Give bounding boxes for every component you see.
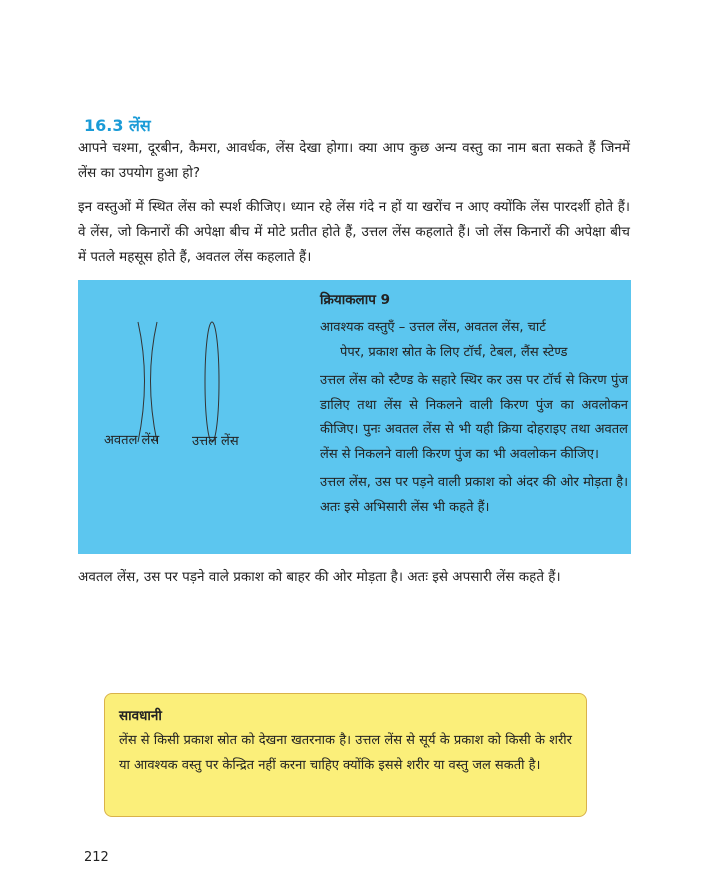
- activity-box: [78, 280, 631, 554]
- convex-lens-label: उत्तल लेंस: [192, 434, 239, 449]
- activity-heading: क्रियाकलाप 9: [320, 292, 390, 308]
- convex-lens-shape: [205, 322, 219, 442]
- concave-lens-right-edge: [151, 322, 158, 442]
- caution-title: सावधानी: [119, 708, 162, 724]
- materials-line-1: आवश्यक वस्तुएँ – उत्तल लेंस, अवतल लेंस, चार्ट: [320, 320, 546, 335]
- activity-conclusion: उत्तल लेंस, उस पर पड़ने वाली प्रकाश को अंदर की ओर मोड़ता है। अतः इसे अभिसारी लेंस भी कहते हैं।: [320, 475, 628, 515]
- lens-figure: [78, 280, 318, 554]
- concave-lens-left-edge: [138, 322, 145, 442]
- touch-lens-paragraph: इन वस्तुओं में स्थित लेंस को स्पर्श कीजिए। ध्यान रहे लेंस गंदे न हों या खरोंच न आए क्योंकि लेंस पारदर्शी होते हैं। वे लेंस, जो किनारों की अपेक्षा बीच में मोटे प्रतीत होते हैं, उत्तल लेंस कहलाते हैं। जो लेंस किनारों की अपेक्षा बीच में पतले महसूस होते हैं, अवतल लेंस कहलाते हैं।: [78, 199, 630, 265]
- activity-procedure: उत्तल लेंस को स्टैण्ड के सहारे स्थिर कर उस पर टॉर्च से किरण पुंज डालिए तथा लेंस से निकलने वाली किरण पुंज का अवलोकन कीजिए। पुनः अवतल लेंस से भी यही क्रिया दोहराइए तथा अवतल लेंस से निकलने वाली किरण पुंज का भी अवलोकन कीजिए।: [320, 373, 628, 462]
- section-title: 16.3 लेंस: [84, 116, 151, 135]
- concave-lens-shape: [138, 322, 157, 442]
- caution-text: लेंस से किसी प्रकाश स्रोत को देखना खतरनाक है। उत्तल लेंस से सूर्य के प्रकाश को किसी के शरीर या आवश्यक वस्तु पर केन्द्रित नहीं करना चाहिए क्योंकि इससे शरीर या वस्तु जल सकती है।: [119, 733, 572, 773]
- activity-materials: [320, 316, 628, 365]
- activity-content: [320, 290, 628, 524]
- concave-definition-paragraph: अवतल लेंस, उस पर पड़ने वाले प्रकाश को बाहर की ओर मोड़ता है। अतः इसे अपसारी लेंस कहते हैं।: [78, 569, 561, 585]
- concave-lens-label: अवतल लेंस: [104, 433, 160, 448]
- page-number: 212: [84, 850, 109, 865]
- intro-paragraph: आपने चश्मा, दूरबीन, कैमरा, आवर्धक, लेंस देखा होगा। क्या आप कुछ अन्य वस्तु का नाम बता सकते हैं जिनमें लेंस का उपयोग हुआ हो?: [78, 140, 630, 181]
- materials-line-2: पेपर, प्रकाश स्रोत के लिए टॉर्च, टेबल, लैंस स्टेण्ड: [340, 344, 568, 360]
- caution-box: [104, 693, 587, 817]
